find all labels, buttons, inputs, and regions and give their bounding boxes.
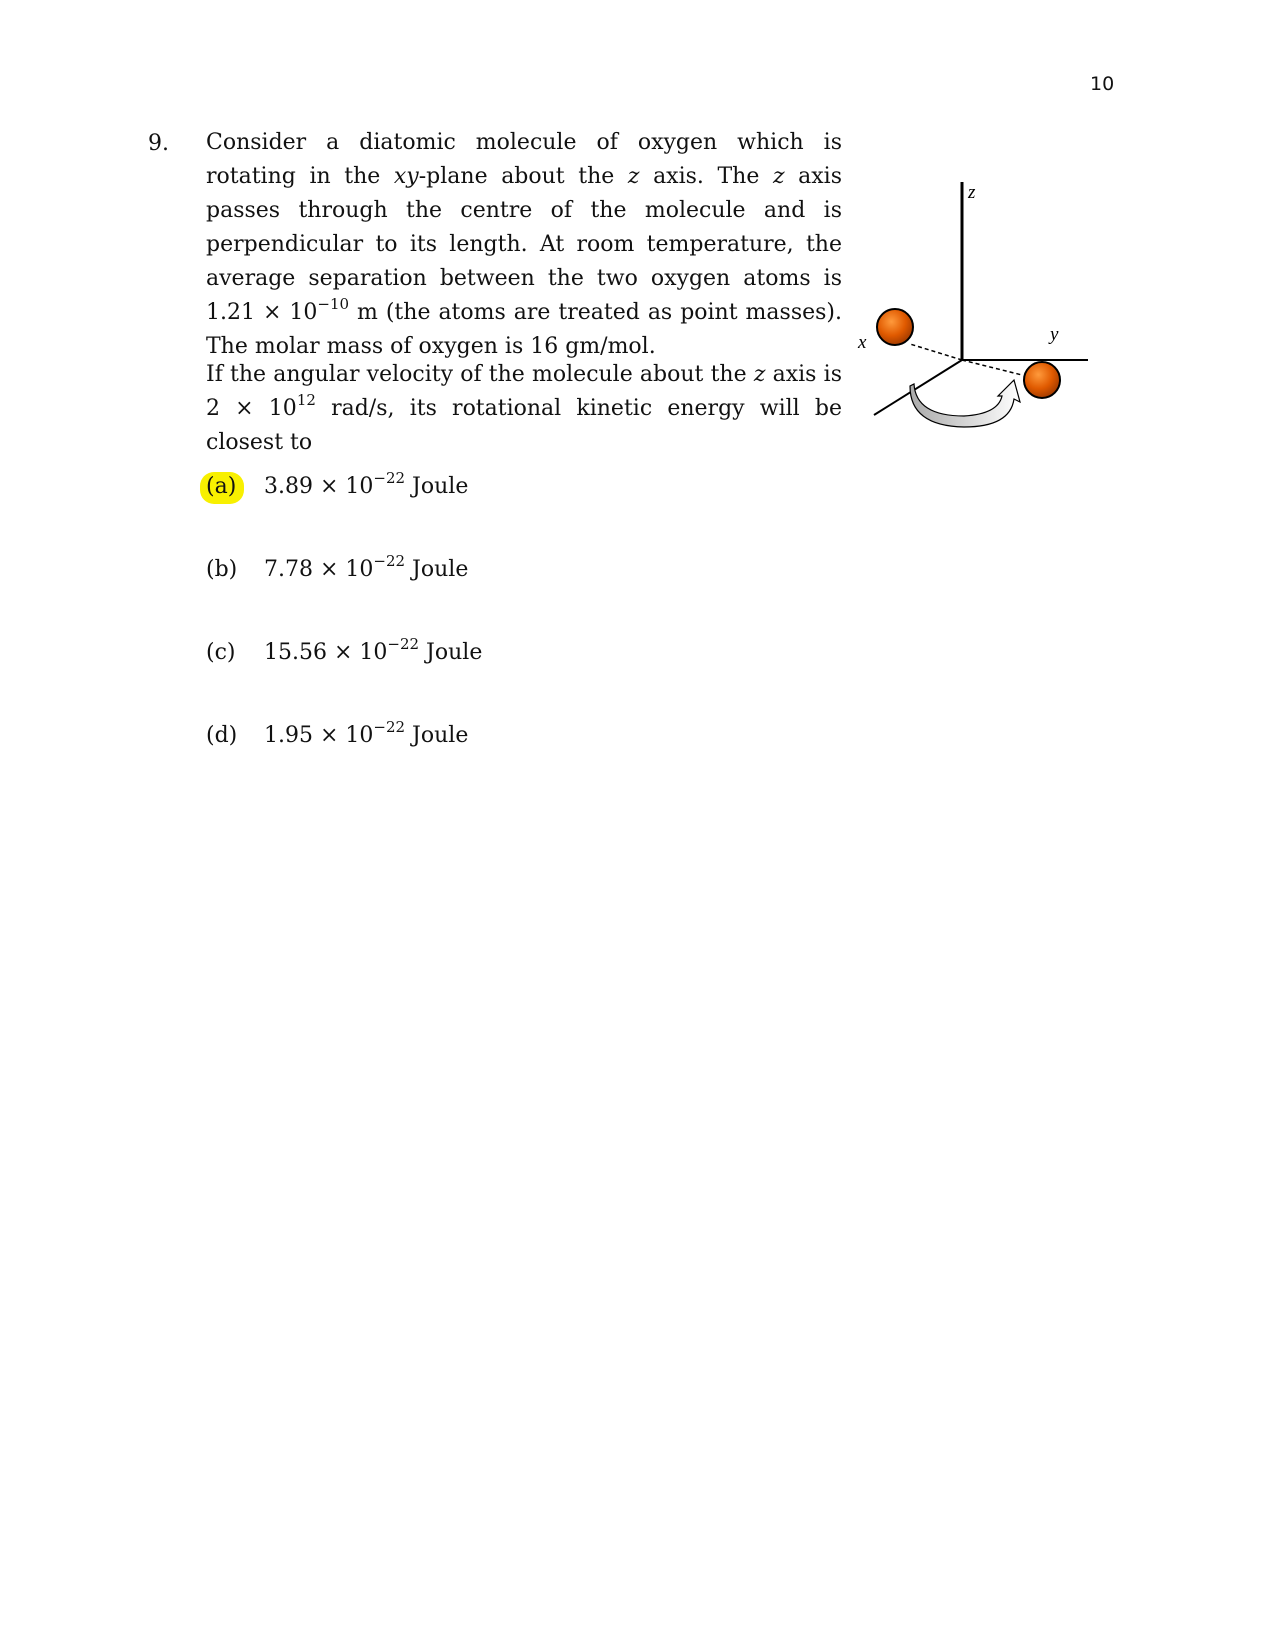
bond-line-right xyxy=(962,360,1022,375)
option-a[interactable] xyxy=(206,468,469,499)
option-b-value: $7.78 \times 10^{-22}$ Joule xyxy=(264,551,469,582)
x-axis-label: x xyxy=(858,332,867,353)
option-c-label: (c) xyxy=(206,640,236,665)
question-paragraph-2: If the angular velocity of the molecule about the z axis is $2 \times 10^{12}$ rad/s, its rotational kinetic energy will be closest to xyxy=(206,362,842,455)
z-axis-label: z xyxy=(968,182,976,203)
option-c-value: $15.56 \times 10^{-22}$ Joule xyxy=(264,634,483,665)
rotation-arrow-icon xyxy=(910,380,1020,427)
option-a-label: (a) xyxy=(206,474,264,499)
option-d[interactable] xyxy=(206,717,469,748)
option-d-label: (d) xyxy=(206,723,238,748)
option-b-label: (b) xyxy=(206,557,238,582)
option-d-value: $1.95 \times 10^{-22}$ Joule xyxy=(264,717,469,748)
question-number: 9. xyxy=(148,131,169,156)
option-c[interactable] xyxy=(206,634,483,665)
oxygen-atom-right xyxy=(1024,362,1060,398)
question-paragraph-1: Consider a diatomic molecule of oxygen which is rotating in the xy-plane about the z axis. The z axis passes through the centre of the molecule and is perpendicular to its length. At room temperature, the average separation between the two oxygen atoms is $1.21 \times 10^{-10}$ m (the atoms are treated as point masses). The molar mass of oxygen is 16 gm/mol. xyxy=(206,130,843,359)
molecule-rotation-diagram xyxy=(858,170,1100,430)
option-a-value: $3.89 \times 10^{-22}$ Joule xyxy=(264,468,469,499)
oxygen-atom-left xyxy=(877,309,913,345)
page-number: 10 xyxy=(1090,73,1115,95)
option-b[interactable] xyxy=(206,551,469,582)
bond-line-left xyxy=(910,344,962,360)
y-axis-label: y xyxy=(1050,324,1059,345)
